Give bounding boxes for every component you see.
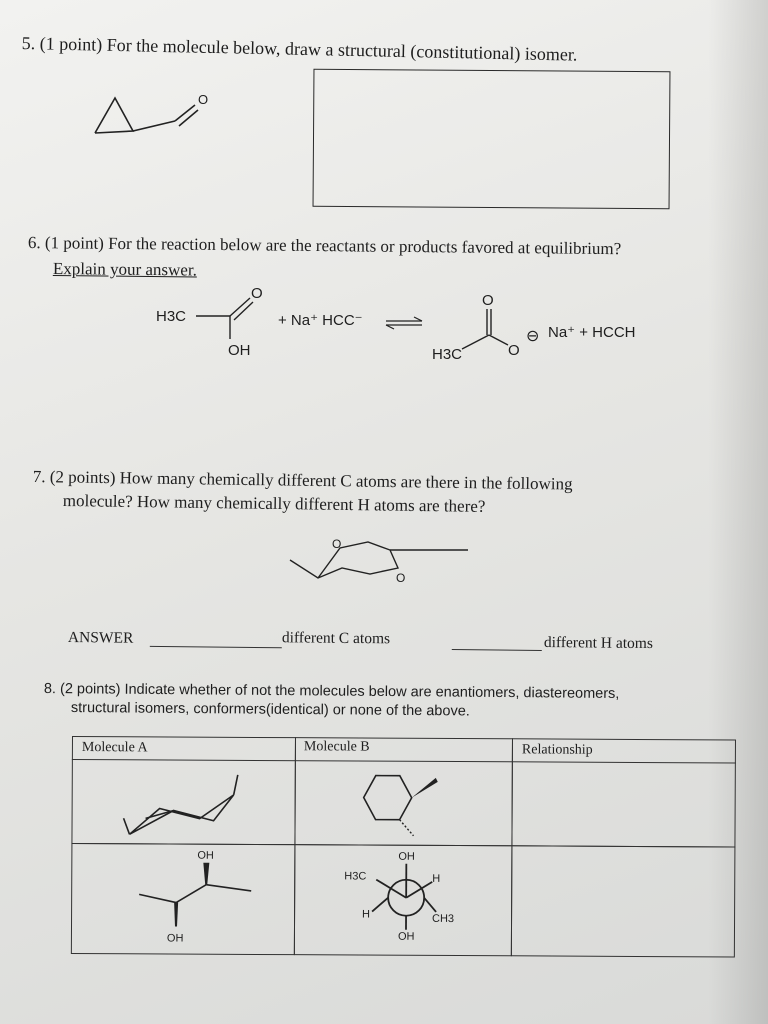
cell-relationship-2[interactable] xyxy=(511,845,736,957)
h-atoms-label: different H atoms xyxy=(543,633,653,653)
newman-top: OH xyxy=(398,850,415,863)
answer-label: ANSWER xyxy=(67,628,134,647)
question-6-explain: Explain your answer. xyxy=(52,258,197,280)
molecule-comparison-table xyxy=(71,736,736,957)
c-atoms-blank[interactable] xyxy=(150,632,282,648)
q7-answer-row xyxy=(68,627,708,660)
diol-structure xyxy=(131,846,272,947)
reactant-h3c-label: H3C xyxy=(156,308,187,325)
question-6-text: 6. (1 point) For the reaction below are the reactants or products favored at equilibrium? xyxy=(27,232,622,259)
reagent-label: + Na⁺ HCC⁻ xyxy=(278,312,363,329)
question-7-text: 7. (2 points) How many chemically different C atoms are there in the following xyxy=(32,466,573,494)
q5-oxygen-label: O xyxy=(198,92,209,107)
newman-projection xyxy=(336,847,477,948)
header-divider xyxy=(72,736,736,763)
header-molecule-b: Molecule B xyxy=(303,739,370,755)
q7-molecule xyxy=(280,530,480,590)
ring-oxygen-2: O xyxy=(396,571,406,585)
newman-upper-right: H xyxy=(432,872,441,885)
question-7-text-2: molecule? How many chemically different H atoms are there? xyxy=(62,490,486,516)
newman-lower-right: CH3 xyxy=(432,912,455,926)
header-relationship: Relationship xyxy=(521,742,593,758)
product-h3c-label: H3C xyxy=(432,346,463,363)
question-8-text: 8. (2 points) Indicate whether of not the molecules below are enantiomers, diastereomers, xyxy=(43,680,620,703)
q6-reaction xyxy=(150,283,710,373)
reactant-o-label: O xyxy=(251,285,263,302)
cyclohexane-wedge xyxy=(351,767,461,843)
ring-oxygen-1: O xyxy=(332,537,342,551)
mol-a-oh-top: OH xyxy=(197,849,214,862)
product-o-minus-label: O xyxy=(508,342,520,359)
chair-cyclohexane xyxy=(121,772,251,843)
newman-lower-left: H xyxy=(362,908,371,921)
h-atoms-blank[interactable] xyxy=(452,635,542,651)
newman-upper-left: H3C xyxy=(344,870,367,883)
newman-bottom: OH xyxy=(397,930,415,943)
q5-molecule xyxy=(85,88,225,148)
mol-a-oh-bottom: OH xyxy=(166,932,184,945)
question-8-text-2: structural isomers, conformers(identical) or none of the above. xyxy=(70,699,470,720)
c-atoms-label: different C atoms xyxy=(281,629,391,648)
header-molecule-a: Molecule A xyxy=(81,740,148,756)
answer-draw-box[interactable] xyxy=(313,69,671,209)
product-o-label: O xyxy=(482,292,494,309)
reactant-oh-label: OH xyxy=(228,342,251,359)
question-5-text: 5. (1 point) For the molecule below, draw a structural (constitutional) isomer. xyxy=(21,32,578,65)
charge-symbol: ⊖ xyxy=(526,328,540,345)
product-rest-label: Na⁺ + HCCH xyxy=(548,324,636,341)
